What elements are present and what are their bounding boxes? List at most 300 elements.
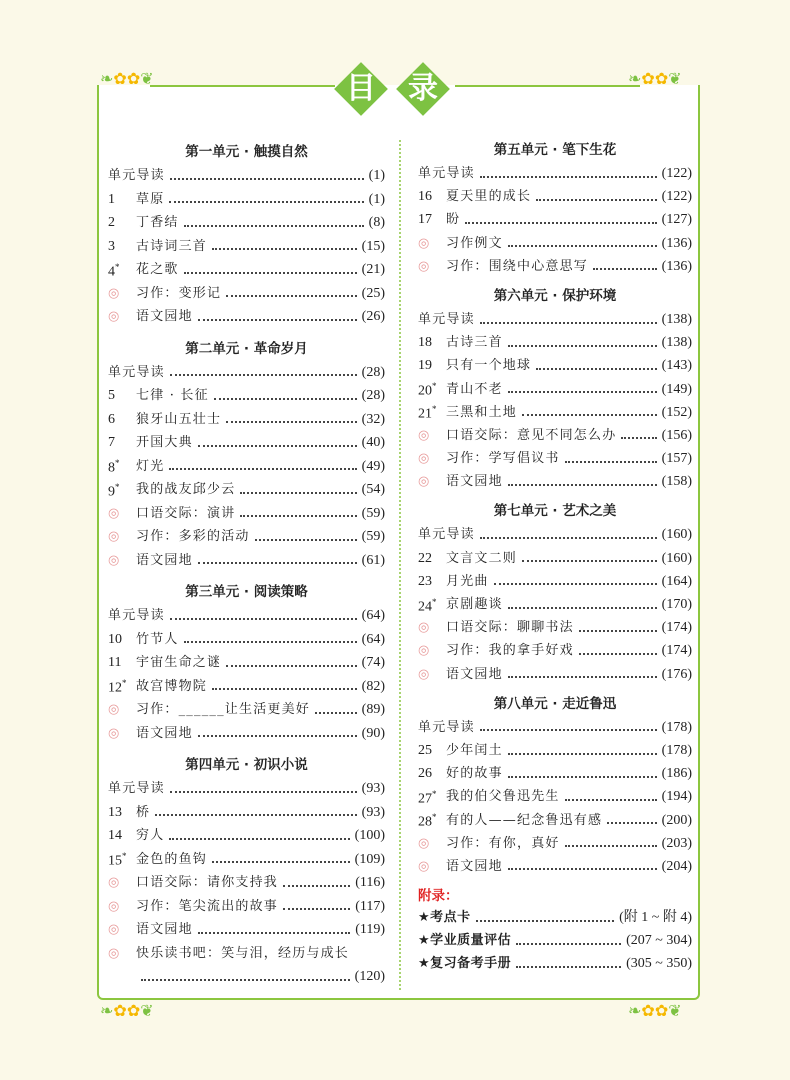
appendix-heading: 附录： — [418, 888, 459, 905]
toc-entry[interactable] — [108, 188, 385, 212]
dot-leader — [198, 735, 357, 737]
toc-entry[interactable] — [108, 895, 385, 919]
entry-title: 习作：学写倡议书 — [446, 451, 560, 467]
entry-page: (119) — [355, 922, 385, 937]
dot-leader — [508, 776, 657, 778]
toc-entry[interactable] — [418, 832, 692, 855]
toc-entry[interactable] — [418, 232, 692, 255]
entry-title: 语文园地 — [446, 666, 503, 682]
toc-entry[interactable] — [108, 965, 385, 989]
dot-leader — [480, 729, 657, 731]
toc-entry[interactable] — [418, 547, 692, 570]
entry-title: 竹节人 — [136, 631, 179, 647]
toc-entry[interactable] — [108, 628, 385, 652]
dot-leader — [169, 838, 349, 840]
toc-entry[interactable] — [108, 164, 385, 188]
circle-bullet-icon: ◎ — [418, 451, 430, 467]
dot-leader — [522, 414, 657, 416]
entry-number: 9* — [108, 481, 120, 500]
entry-title: 月光曲 — [446, 573, 489, 589]
elective-star-icon: * — [122, 851, 127, 862]
entry-title: 盼 — [446, 212, 461, 228]
entry-number: 24* — [418, 596, 437, 615]
entry-number: 22 — [418, 550, 432, 566]
toc-entry[interactable] — [418, 570, 692, 593]
unit-heading: 第三单元 · 阅读策略 — [185, 584, 308, 600]
dot-leader — [593, 268, 657, 270]
entry-page: (54) — [361, 482, 385, 497]
entry-title: ★考点卡 — [418, 910, 471, 926]
toc-entry[interactable] — [418, 185, 692, 208]
entry-title: 我的伯父鲁迅先生 — [446, 789, 560, 805]
entry-page: (15) — [361, 238, 385, 254]
toc-entry[interactable] — [108, 455, 385, 479]
header-line-right — [455, 85, 640, 87]
elective-star-icon: * — [122, 678, 127, 689]
entry-number: 14 — [108, 828, 122, 843]
appendix-entry[interactable] — [418, 929, 692, 952]
toc-entry[interactable] — [108, 384, 385, 408]
entry-page: (174) — [661, 620, 692, 636]
entry-number: 16 — [418, 189, 432, 205]
entry-page: (160) — [661, 550, 692, 566]
entry-title: 语文园地 — [136, 309, 193, 324]
entry-page: (156) — [661, 427, 692, 443]
entry-page: (59) — [361, 505, 385, 521]
entry-title: 语文园地 — [136, 922, 193, 937]
entry-number: 23 — [418, 573, 432, 589]
dot-leader — [198, 319, 357, 321]
entry-page: (186) — [661, 766, 692, 782]
dot-leader — [508, 676, 657, 678]
dot-leader — [565, 845, 657, 847]
dot-leader — [465, 222, 656, 224]
entry-page: (170) — [661, 597, 692, 612]
entry-title: 口语交际：聊聊书法 — [446, 620, 574, 636]
header-line-left — [150, 85, 335, 87]
toc-entry[interactable] — [418, 331, 692, 354]
entry-title: 单元导读 — [108, 608, 165, 623]
entry-number: 12* — [108, 678, 127, 696]
toc-entry[interactable] — [108, 801, 385, 825]
flower-ornament-icon: ❧✿✿❦ — [628, 1001, 682, 1020]
toc-entry[interactable] — [108, 604, 385, 628]
toc-entry[interactable] — [418, 663, 692, 686]
dot-leader — [240, 515, 356, 517]
elective-star-icon: * — [432, 404, 437, 415]
entry-title: 习作：______让生活更美好 — [136, 702, 311, 717]
entry-page: (120) — [354, 969, 385, 984]
entry-page: (64) — [361, 608, 385, 623]
entry-page: (25) — [361, 285, 385, 301]
entry-page: (122) — [661, 166, 692, 181]
dot-leader — [184, 272, 357, 274]
circle-bullet-icon: ◎ — [418, 258, 430, 274]
dot-leader — [226, 295, 356, 297]
toc-entry[interactable] — [418, 855, 692, 878]
entry-page: (138) — [661, 335, 692, 351]
entry-title: 习作：我的拿手好戏 — [446, 643, 574, 659]
entry-page: (203) — [661, 835, 692, 851]
dot-leader — [212, 688, 357, 690]
entry-title: 单元导读 — [108, 364, 165, 380]
toc-unit-section — [418, 138, 692, 278]
dot-leader — [565, 799, 657, 801]
appendix-entry[interactable] — [418, 906, 692, 929]
entry-page: (40) — [361, 435, 385, 450]
toc-entry[interactable] — [418, 470, 692, 493]
toc-entry[interactable] — [418, 785, 692, 808]
entry-title: 语文园地 — [446, 474, 503, 490]
flower-ornament-icon: ❧✿✿❦ — [100, 69, 154, 88]
entry-number: 2 — [108, 215, 115, 230]
dot-leader — [212, 861, 350, 863]
entry-page: (61) — [361, 552, 385, 568]
dot-leader — [508, 345, 657, 347]
entry-number: 21* — [418, 404, 437, 423]
dot-leader — [607, 822, 656, 824]
entry-page: (28) — [361, 388, 385, 403]
dot-leader — [198, 932, 350, 934]
entry-page: (59) — [361, 529, 385, 544]
toc-entry[interactable] — [108, 722, 385, 746]
dot-leader — [169, 468, 356, 470]
circle-bullet-icon: ◎ — [418, 643, 430, 659]
circle-bullet-icon: ◎ — [108, 725, 120, 741]
dot-leader — [508, 484, 657, 486]
entry-title: 灯光 — [136, 458, 165, 474]
entry-title: 习作：笔尖流出的故事 — [136, 898, 279, 914]
title-char-2: 录 — [408, 71, 438, 106]
dot-leader — [494, 583, 657, 585]
unit-heading: 第二单元 · 革命岁月 — [185, 340, 308, 357]
entry-title: 文言文二则 — [446, 550, 518, 566]
circle-bullet-icon: ◎ — [108, 285, 120, 301]
toc-entry[interactable] — [108, 361, 385, 385]
dot-leader — [536, 368, 656, 370]
entry-title: 语文园地 — [446, 858, 503, 874]
entry-title: 只有一个地球 — [446, 358, 532, 374]
dot-leader — [170, 618, 357, 620]
toc-entry[interactable] — [418, 523, 692, 546]
dot-leader — [508, 391, 657, 393]
entry-page: (174) — [661, 643, 692, 659]
entry-title: 穷人 — [136, 828, 165, 843]
dot-leader — [283, 908, 350, 910]
toc-entry[interactable] — [108, 675, 385, 699]
entry-page: (26) — [361, 309, 385, 324]
dot-leader — [170, 791, 357, 793]
dot-leader — [480, 537, 657, 539]
dot-leader — [536, 199, 656, 201]
entry-page: (109) — [354, 851, 385, 867]
entry-title: 单元导读 — [108, 781, 165, 796]
dot-leader — [240, 492, 356, 494]
circle-bullet-icon: ◎ — [418, 666, 430, 682]
entry-number: 26 — [418, 766, 432, 782]
toc-entry[interactable] — [418, 424, 692, 447]
entry-number: 15* — [108, 851, 127, 869]
entry-title: 单元导读 — [418, 166, 475, 181]
toc-entry[interactable] — [108, 431, 385, 455]
entry-title: 宇宙生命之谜 — [136, 655, 222, 670]
entry-title: 单元导读 — [108, 168, 165, 183]
entry-title: 少年闰土 — [446, 742, 503, 758]
entry-title: 好的故事 — [446, 766, 503, 782]
toc-entry[interactable] — [108, 848, 385, 872]
entry-number: 7 — [108, 435, 115, 450]
toc-entry[interactable] — [108, 258, 385, 282]
dot-leader — [170, 178, 364, 180]
entry-title: 草原 — [136, 191, 165, 207]
entry-number: 3 — [108, 238, 115, 254]
elective-star-icon: * — [432, 812, 437, 823]
entry-title: 习作：变形记 — [136, 285, 222, 301]
entry-title: 口语交际：意见不同怎么办 — [446, 427, 617, 443]
entry-number: 4* — [108, 261, 120, 280]
dot-leader — [212, 248, 357, 250]
toc-entry[interactable] — [108, 651, 385, 675]
toc-unit-section — [108, 140, 385, 329]
entry-page: (93) — [361, 804, 385, 820]
toc-entry[interactable] — [418, 255, 692, 278]
toc-entry[interactable] — [108, 408, 385, 432]
entry-number: 19 — [418, 358, 432, 374]
entry-page: (1) — [368, 191, 385, 207]
toc-unit-section — [418, 499, 692, 685]
entry-number: 13 — [108, 804, 122, 820]
unit-heading: 第八单元 · 走近鲁迅 — [493, 695, 617, 712]
entry-page: (136) — [661, 235, 692, 251]
unit-heading: 第六单元 · 保护环境 — [493, 287, 617, 304]
entry-title: 习作例文 — [446, 235, 503, 251]
entry-page: (93) — [361, 781, 385, 796]
dot-leader — [214, 398, 357, 400]
entry-number: 11 — [108, 655, 122, 670]
entry-title: ★复习备考手册 — [418, 956, 512, 972]
entry-number: 10 — [108, 631, 122, 647]
toc-entry[interactable] — [418, 639, 692, 662]
dot-leader — [155, 814, 356, 816]
entry-number: 20* — [418, 381, 437, 399]
dot-leader — [169, 201, 363, 203]
unit-heading: 第四单元 · 初识小说 — [185, 757, 308, 773]
toc-entry[interactable] — [418, 208, 692, 231]
dot-leader — [226, 421, 356, 423]
entry-number: 25 — [418, 742, 432, 758]
entry-title: 语文园地 — [136, 725, 193, 741]
flower-ornament-icon: ❧✿✿❦ — [100, 1001, 154, 1020]
elective-star-icon: * — [432, 381, 437, 392]
toc-entry[interactable] — [108, 282, 385, 306]
entry-title: 单元导读 — [418, 311, 475, 327]
entry-title: 花之歌 — [136, 262, 179, 277]
entry-page: (157) — [661, 451, 692, 467]
dot-leader — [508, 753, 657, 755]
entry-number: 1 — [108, 191, 115, 207]
elective-star-icon: * — [115, 481, 120, 492]
entry-number: 28* — [418, 812, 437, 830]
column-divider — [399, 140, 401, 990]
dot-leader — [480, 176, 657, 178]
dot-leader — [508, 245, 657, 247]
entry-page: (21) — [361, 262, 385, 277]
entry-title: 京剧趣谈 — [446, 597, 503, 612]
dot-leader — [283, 885, 350, 887]
entry-number: 6 — [108, 411, 115, 427]
dot-leader — [198, 445, 357, 447]
entry-page: (149) — [661, 381, 692, 397]
entry-page: (160) — [661, 527, 692, 543]
flower-ornament-icon: ❧✿✿❦ — [628, 69, 682, 88]
toc-entry[interactable] — [108, 305, 385, 329]
toc-entry[interactable] — [418, 162, 692, 185]
toc-entry[interactable] — [108, 211, 385, 235]
dot-leader — [141, 979, 350, 981]
entry-page: (204) — [661, 858, 692, 874]
toc-entry[interactable] — [418, 378, 692, 401]
entry-page: (127) — [661, 212, 692, 228]
entry-page: (附 1 ~ 附 4) — [619, 910, 692, 926]
entry-page: (200) — [661, 812, 692, 828]
dot-leader — [579, 630, 657, 632]
toc-entry[interactable] — [418, 739, 692, 762]
entry-title: 丁香结 — [136, 215, 179, 230]
entry-title: 青山不老 — [446, 381, 503, 397]
unit-heading: 第五单元 · 笔下生花 — [493, 142, 617, 158]
toc-entry[interactable] — [418, 762, 692, 785]
toc-unit-section — [418, 692, 692, 878]
entry-page: (1) — [368, 168, 385, 183]
toc-left-column — [108, 132, 385, 989]
entry-title: 狼牙山五壮士 — [136, 411, 222, 427]
dot-leader — [508, 868, 657, 870]
circle-bullet-icon: ◎ — [108, 505, 120, 521]
circle-bullet-icon: ◎ — [418, 474, 430, 490]
entry-page: (100) — [354, 828, 385, 843]
entry-page: (143) — [661, 358, 692, 374]
toc-entry[interactable] — [108, 525, 385, 549]
dot-leader — [170, 374, 357, 376]
entry-number: 17 — [418, 212, 432, 228]
entry-page: (89) — [361, 702, 385, 717]
appendix-section — [418, 882, 692, 976]
entry-page: (152) — [661, 404, 692, 420]
entry-number: 27* — [418, 788, 437, 807]
toc-entry[interactable] — [108, 235, 385, 259]
entry-page: (8) — [368, 215, 385, 230]
dot-leader — [480, 322, 657, 324]
circle-bullet-icon: ◎ — [108, 922, 120, 937]
toc-entry[interactable] — [108, 942, 385, 966]
entry-page: (49) — [361, 458, 385, 474]
entry-page: (178) — [661, 719, 692, 735]
entry-page: (90) — [361, 725, 385, 741]
entry-title: 故宫博物院 — [136, 678, 208, 694]
entry-page: (207 ~ 304) — [626, 933, 692, 949]
circle-bullet-icon: ◎ — [418, 235, 430, 251]
toc-entry[interactable] — [418, 447, 692, 470]
entry-page: (82) — [361, 678, 385, 694]
entry-page: (28) — [361, 364, 385, 380]
dot-leader — [508, 607, 657, 609]
dot-leader — [198, 562, 357, 564]
circle-bullet-icon: ◎ — [108, 309, 120, 324]
dot-leader — [579, 653, 657, 655]
dot-leader — [516, 966, 621, 968]
toc-entry[interactable] — [418, 401, 692, 424]
entry-page: (138) — [661, 311, 692, 327]
entry-title: 口语交际：请你支持我 — [136, 875, 279, 890]
entry-title: ★学业质量评估 — [418, 933, 512, 949]
entry-title: 单元导读 — [418, 719, 475, 735]
toc-entry[interactable] — [108, 871, 385, 895]
toc-entry[interactable] — [108, 549, 385, 573]
circle-bullet-icon: ◎ — [108, 875, 120, 890]
toc-entry[interactable] — [108, 478, 385, 502]
entry-page: (164) — [661, 573, 692, 589]
entry-page: (136) — [661, 258, 692, 274]
toc-entry[interactable] — [108, 918, 385, 942]
toc-entry[interactable] — [418, 354, 692, 377]
dot-leader — [516, 943, 621, 945]
dot-leader — [226, 665, 356, 667]
entry-title: 有的人——纪念鲁迅有感 — [446, 812, 603, 828]
elective-star-icon: * — [115, 261, 120, 272]
toc-entry[interactable] — [418, 716, 692, 739]
entry-title: 语文园地 — [136, 552, 193, 568]
circle-bullet-icon: ◎ — [108, 898, 120, 914]
entry-page: (194) — [661, 789, 692, 805]
entry-title: 夏天里的成长 — [446, 189, 532, 205]
toc-entry[interactable] — [108, 502, 385, 526]
entry-page: (178) — [661, 742, 692, 758]
toc-entry[interactable] — [108, 698, 385, 722]
toc-entry[interactable] — [108, 824, 385, 848]
entry-number: 5 — [108, 388, 115, 403]
entry-title: 开国大典 — [136, 435, 193, 450]
unit-heading: 第七单元 · 艺术之美 — [493, 503, 617, 520]
entry-title: 金色的鱼钩 — [136, 851, 208, 867]
entry-title: 桥 — [136, 804, 151, 820]
toc-entry[interactable] — [418, 308, 692, 331]
dot-leader — [476, 920, 614, 922]
entry-page: (117) — [355, 898, 385, 914]
toc-entry[interactable] — [418, 593, 692, 616]
dot-leader — [621, 437, 656, 439]
dot-leader — [522, 560, 657, 562]
toc-entry[interactable] — [108, 777, 385, 801]
dot-leader — [315, 712, 357, 714]
elective-star-icon: * — [432, 788, 437, 799]
entry-title: 古诗词三首 — [136, 238, 208, 254]
toc-right-column — [418, 132, 692, 976]
toc-entry[interactable] — [418, 809, 692, 832]
circle-bullet-icon: ◎ — [418, 427, 430, 443]
entry-page: (74) — [361, 655, 385, 670]
circle-bullet-icon: ◎ — [108, 552, 120, 568]
entry-number: 18 — [418, 335, 432, 351]
toc-entry[interactable] — [418, 616, 692, 639]
entry-title: 单元导读 — [418, 527, 475, 543]
circle-bullet-icon: ◎ — [108, 529, 120, 544]
appendix-entry[interactable] — [418, 952, 692, 975]
circle-bullet-icon: ◎ — [418, 620, 430, 636]
circle-bullet-icon: ◎ — [108, 945, 120, 961]
entry-title: 习作：围绕中心意思写 — [446, 258, 589, 274]
dot-leader — [184, 641, 357, 643]
entry-title: 习作：多彩的活动 — [136, 529, 250, 544]
